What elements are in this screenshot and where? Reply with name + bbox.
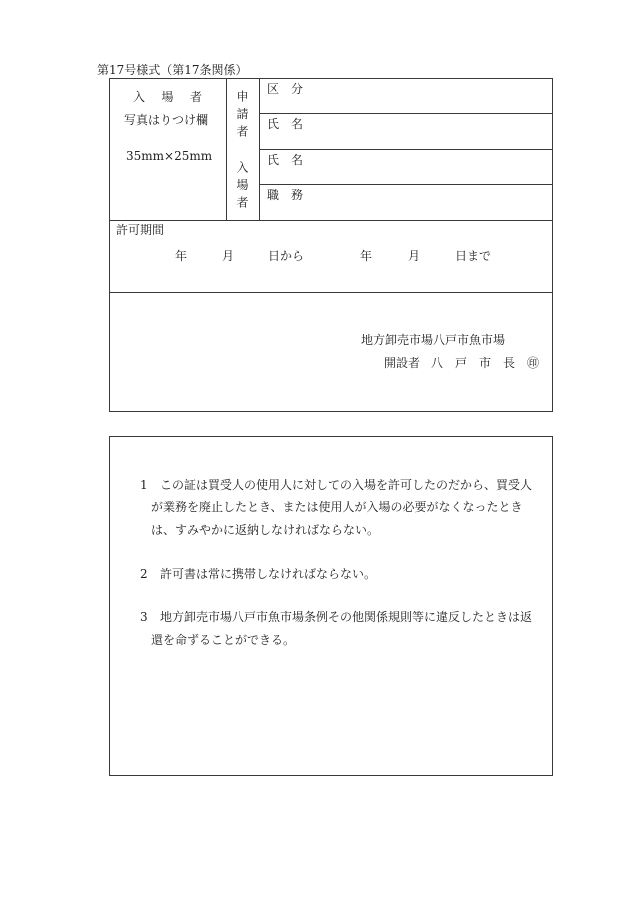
note-number: 1 <box>140 478 148 492</box>
period-end-year: 年 <box>360 249 373 263</box>
category-field-label: 区 分 <box>267 82 304 96</box>
issuer-title: 開設者 <box>384 356 421 370</box>
note-line: この証は買受人の使用人に対しての入場を許可したのだから、買受人 <box>160 478 533 492</box>
duty-field <box>259 185 552 220</box>
note-number: 2 <box>140 567 148 581</box>
photo-size: 35mm×25mm <box>126 149 213 163</box>
photo-title: 入 場 者 <box>133 90 205 104</box>
period-start-year: 年 <box>175 249 188 263</box>
note-line: 還を命ずることができる。 <box>151 633 296 647</box>
note-line: 許可書は常に携帯しなければならない。 <box>160 567 377 581</box>
photo-area <box>110 79 226 220</box>
photo-label: 写真はりつけ欄 <box>124 113 209 127</box>
form-number: 第17号様式（第17条関係） <box>97 63 248 77</box>
entrant-label: 入場者 <box>235 161 249 214</box>
permit-period-label: 許可期間 <box>116 223 165 237</box>
issuer-block <box>110 293 552 411</box>
entrant-name-field-label: 氏 名 <box>267 153 304 167</box>
period-start-day: 日から <box>268 249 305 263</box>
category-field <box>259 78 552 114</box>
note-line: 地方卸売市場八戸市魚市場条例その他関係規則等に違反したときは返 <box>160 610 533 624</box>
duty-field-label: 職 務 <box>267 188 304 202</box>
period-end-month: 月 <box>408 249 421 263</box>
period-end-day: 日まで <box>455 249 492 263</box>
issuer-name: 八 戸 市 長 <box>431 356 516 370</box>
applicant-name-field-label: 氏 名 <box>267 117 304 131</box>
applicant-label: 申請者 <box>235 90 249 143</box>
issuer-organization: 地方卸売市場八戸市魚市場 <box>361 333 506 347</box>
applicant-name-field <box>259 114 552 150</box>
entrant-name-field <box>259 150 552 185</box>
period-start-month: 月 <box>222 249 235 263</box>
note-number: 3 <box>140 610 148 624</box>
photo-column-divider <box>226 78 227 220</box>
note-line: が業務を廃止したとき、または使用人が入場の必要がなくなったとき <box>151 500 523 514</box>
seal-mark: ㊞ <box>527 356 540 370</box>
note-line: は、すみやかに返納しなければならない。 <box>151 523 380 537</box>
permit-period <box>110 221 552 292</box>
notes-box <box>109 436 553 776</box>
